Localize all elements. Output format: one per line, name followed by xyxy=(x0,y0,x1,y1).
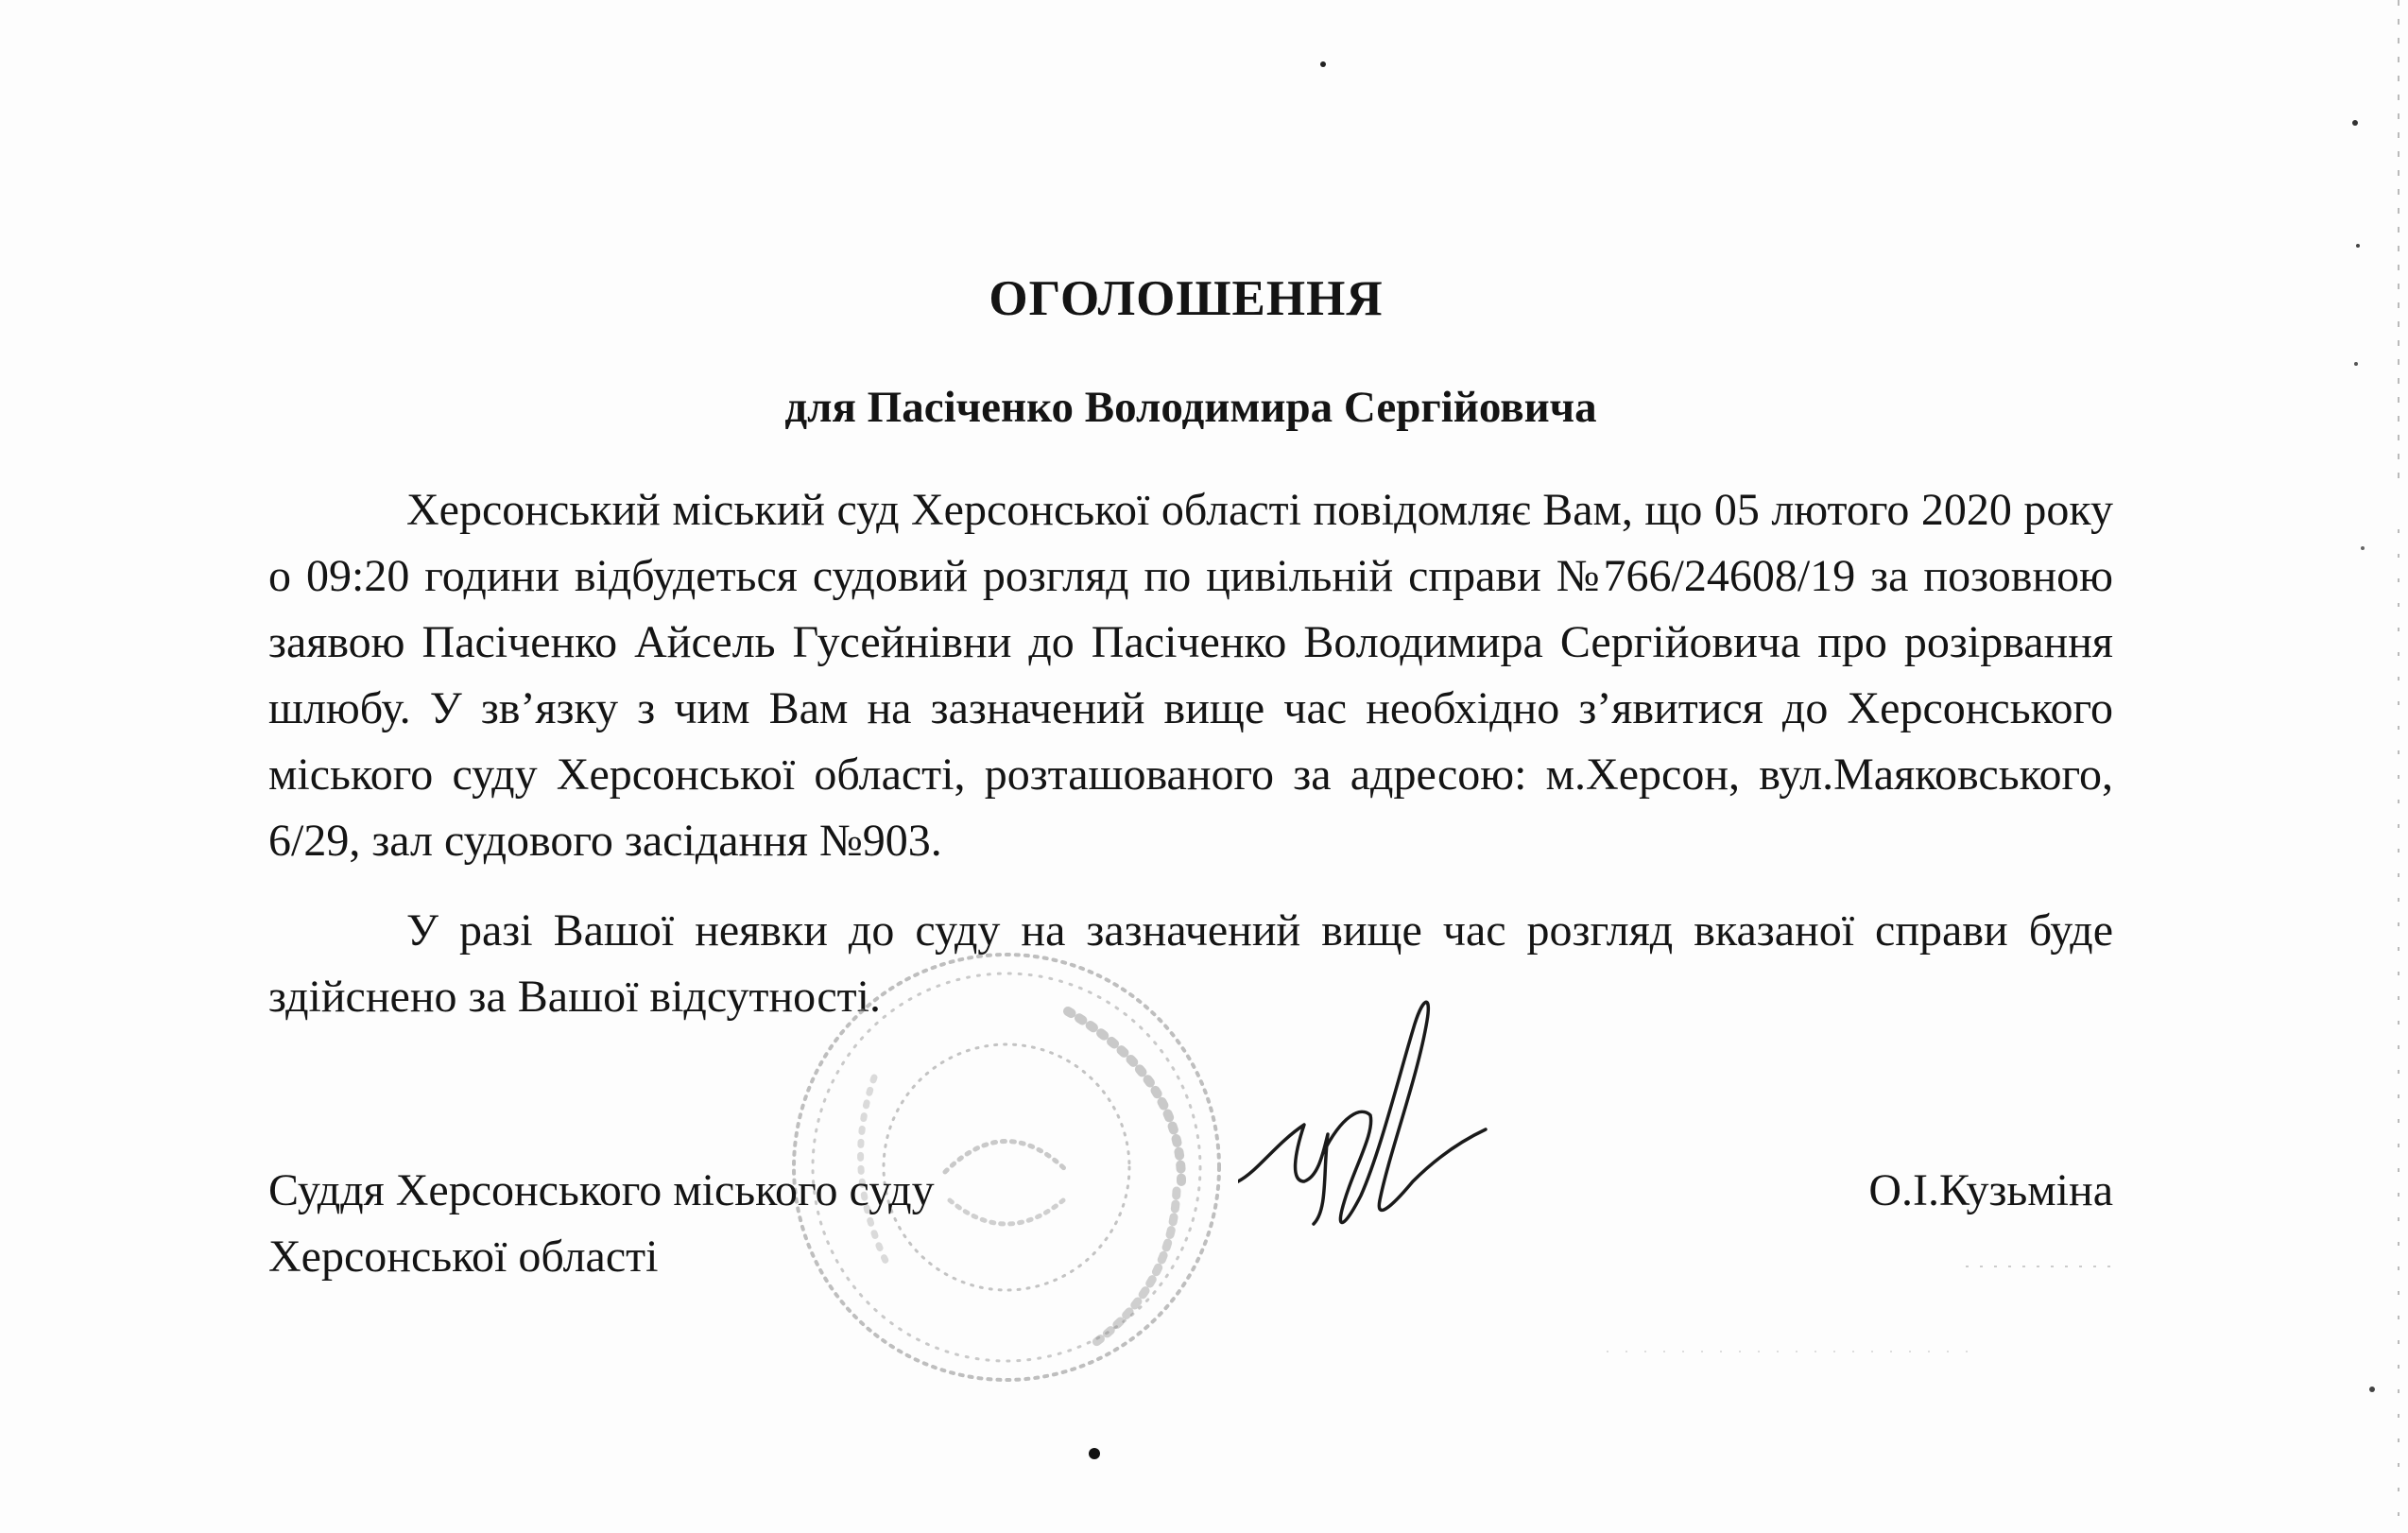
document-subtitle: для Пасіченко Володимира Сергійовича xyxy=(784,383,1597,432)
judge-signature xyxy=(1238,992,1493,1257)
signatory-position-line-2: Херсонської області xyxy=(268,1232,659,1282)
signatory-position-line-1: Суддя Херсонського міського суду xyxy=(268,1165,935,1215)
notice-paragraph-1: Херсонський міський суд Херсонської області повідомляє Вам, що 05 лютого 2020 року о 09:20 години відбудеться судовий розгляд по цивільній справи №766/24608/19 за позовною заявою Пасіченко Айсель Гусейнівни до Пасіченко Володимира Сергійовича про розірвання шлюбу. У зв’язку з чим Вам на зазначений вище час необхідно з’явитися до Херсонського міського суду Херсонської області, розташованого за адресою: м.Херсон, вул.Маяковського, 6/29, зал судового засідання №903. xyxy=(268,485,2113,866)
notice-paragraph-2: У разі Вашої неявки до суду на зазначений вище час розгляд вказаної справи буде здійснено за Вашої відсутності. xyxy=(268,905,2113,1022)
signatory-name: О.І.Кузьміна xyxy=(1868,1165,2113,1215)
document-title: ОГОЛОШЕННЯ xyxy=(989,271,1384,326)
signatory-position xyxy=(268,1158,935,1290)
